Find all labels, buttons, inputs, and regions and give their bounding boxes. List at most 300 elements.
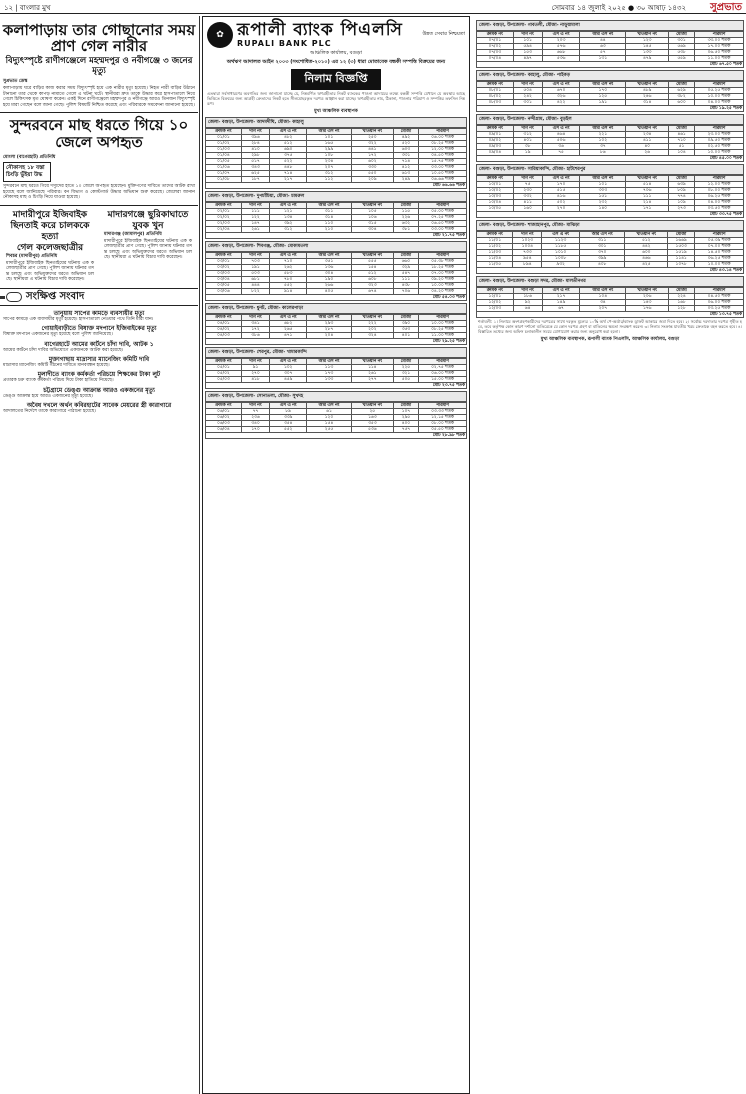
table-cell: ৩৩০ bbox=[351, 165, 393, 171]
table-cell: ৩৪১ bbox=[241, 321, 269, 327]
story1-body: কলাপাড়ায় ঘরে বাড়ির কাজ করার সময় বিদ্যুৎস্পৃষ্ট হয়ে এক নারীর মৃত্যু হয়েছে। নিহত নারী বাড়ির উঠানে টানানো তার থেকে কাপড় নামাতে গেলে এ ঘটনা ঘটে। স্থানীয়রা দ্রুত তাকে উদ্ধার করে হাসপাতালে নিয়ে গেলে চিকিৎসক মৃত ঘোষণা করেন। একই দিনে রাণীগঞ্জেলে মহম্মদপুর ও নবীগঞ্জে আরও তিনজন বিদ্যুৎস্পৃষ্ট হয়ে মারা গেছেন বলে জানা গেছে। পুলিশ বিষয়টি নিশ্চিত করেছে এবং পরিবারকে সমবেদনা জানানো হয়েছে। bbox=[3, 86, 195, 108]
table-cell: ২৭০ bbox=[241, 371, 269, 377]
table-cell: ১০/০৩ bbox=[477, 194, 514, 200]
short-news-headline[interactable]: অবৈধ দখলে অর্থন কবিরহাটের সাবেক মেয়রের স্ত্রী কারাগারে bbox=[26, 402, 172, 410]
table-cell: ৫৪৭ bbox=[393, 271, 418, 277]
table-cell: ১০১ bbox=[307, 135, 352, 141]
table-cell: ১৭.০০ শতক bbox=[694, 44, 743, 50]
table-cell: ২০৭ bbox=[307, 165, 352, 171]
table-header: পরিমাণ bbox=[694, 176, 743, 182]
table-cell: ৫৩৬ bbox=[542, 56, 580, 62]
table-cell: ১২.০০ শতক bbox=[694, 182, 743, 188]
property-table bbox=[476, 231, 744, 274]
table-total: মোট ২৩.৭৫ শতক bbox=[206, 383, 467, 389]
table-cell: ১০৭৮ bbox=[668, 262, 695, 268]
table-header: মৌজা bbox=[669, 82, 695, 88]
table-cell: ২৬১ bbox=[241, 227, 269, 233]
table-cell: ০৭.২৫ শতক bbox=[418, 215, 466, 221]
table-cell: ১১/০৪ bbox=[477, 256, 513, 262]
table-cell: ৪১১ bbox=[513, 200, 542, 206]
table-cell: ৩৬ bbox=[542, 144, 580, 150]
table-header: ক্রমিক নং bbox=[477, 176, 514, 182]
table-cell: ২৬২ bbox=[270, 265, 307, 271]
table-cell: ৫৮৩ bbox=[270, 271, 307, 277]
table-cell: ১০/০২ bbox=[477, 188, 514, 194]
table-cell: ১৬৫ bbox=[307, 141, 352, 147]
table-cell: ৬১ bbox=[307, 409, 352, 415]
advertisement-area bbox=[202, 16, 746, 1094]
table-cell: ২৩.০০ শতক bbox=[694, 132, 743, 138]
table-cell: ৩৯৬ bbox=[241, 135, 269, 141]
table-cell: ১১৪১ bbox=[668, 256, 695, 262]
table-cell: ৫০৫ bbox=[393, 377, 418, 383]
table-cell: ৯৫৪ bbox=[513, 256, 542, 262]
table-cell: ৩৯২ bbox=[270, 221, 307, 227]
legal-reference: অর্থঋণ আদালত আইন ২০০৩ (সংশোধিত-২০১০) এর ১২ (৩) ধারা মোতাবেক বন্ধকী সম্পত্তি বিক্রয়ের জন্য bbox=[226, 59, 446, 65]
table-cell: ২১০ bbox=[307, 227, 352, 233]
story1-headline[interactable]: কলাপাড়ায় তার গোছানোর সময় প্রাণ গেল নারীর bbox=[2, 21, 196, 55]
table-cell: ৭০৩ bbox=[241, 259, 269, 265]
short-news-list bbox=[0, 310, 198, 415]
table-cell: ০৭/০১ bbox=[477, 38, 514, 44]
table-cell: ১০০৮ bbox=[542, 256, 580, 262]
table-cell: ৩১১ bbox=[307, 209, 352, 215]
table-cell: ০৪.৫০ শতক bbox=[418, 153, 466, 159]
table-cell: ৫৯৪ bbox=[513, 44, 542, 50]
table-cell: ১৭৬ bbox=[626, 306, 669, 312]
table-cell: ৭০৬ bbox=[393, 289, 418, 295]
property-table bbox=[205, 128, 467, 189]
table-total: মোট ৬৭.৫০ শতক bbox=[477, 62, 744, 68]
table-cell: ৫৫২ bbox=[270, 427, 307, 433]
table-cell: ১৪৫ bbox=[626, 44, 669, 50]
table-header: দাগ নং bbox=[241, 359, 269, 365]
column-divider bbox=[199, 16, 200, 1094]
table-cell: ০১/০১ bbox=[206, 135, 242, 141]
table-cell: ২৬১ bbox=[351, 371, 393, 377]
table-cell: ১২.০০ শতক bbox=[418, 147, 466, 153]
table-cell: ৬০০ bbox=[625, 250, 668, 256]
table-header: পরিমাণ bbox=[418, 315, 466, 321]
table-cell: ১১১ bbox=[626, 194, 669, 200]
table-cell: ৯১৪ bbox=[270, 289, 307, 295]
table-total: মোট ২১.৭৫ শতক bbox=[206, 233, 467, 239]
table-cell: ০৯/০২ bbox=[477, 138, 514, 144]
table-cell: ০৩.৩৩ শতক bbox=[418, 409, 466, 415]
table-cell: ৫০৩ bbox=[241, 271, 269, 277]
table-cell: ১৬৮ bbox=[669, 300, 695, 306]
property-location: জেলা- বগুড়া, উপজেলা- গাবতলী, মৌজা- নাড়ুয়ামালা bbox=[476, 20, 744, 31]
table-cell: ৩২৩ bbox=[351, 283, 393, 289]
table-cell: ১৫১৯ bbox=[668, 250, 695, 256]
table-cell: ৩০৭ bbox=[270, 371, 307, 377]
table-cell: ৪৪২ bbox=[625, 244, 668, 250]
table-cell: ৩০১ bbox=[579, 244, 624, 250]
table-header: পরিমাণ bbox=[694, 126, 743, 132]
table-cell: ০৬.৫০ শতক bbox=[418, 221, 466, 227]
table-total: মোট ৪৫.০০ শতক bbox=[477, 156, 744, 162]
page-date: সোমবার ১৪ জুলাই ২০২৫ ● ৩০ আষাঢ় ১৪৩২ bbox=[551, 4, 686, 12]
property-location: জেলা- বগুড়া, উপজেলা- আদমদীঘি, মৌজা- কাহালু bbox=[205, 117, 467, 128]
table-cell: ৫৭৬ bbox=[542, 44, 580, 50]
story3-headline[interactable]: মাদারীপুরে ইজিবাইক ছিনতাই করে চালককে হত্যা bbox=[10, 209, 90, 242]
table-cell: ২৩০ bbox=[513, 188, 542, 194]
table-cell: ১৭০ bbox=[241, 427, 269, 433]
property-location: জেলা- বগুড়া, উপজেলা- নন্দীগ্রাম, মৌজা- বুড়ইল bbox=[476, 114, 744, 125]
table-header: মৌজা bbox=[393, 203, 418, 209]
table-cell: ১০৫ bbox=[351, 209, 393, 215]
table-cell: ১৫.৭৫ শতক bbox=[418, 159, 466, 165]
short-news-headline[interactable]: মুক্তাগাছায় মাদ্রাসার ম্যানেজিং কমিটি দাবি bbox=[48, 355, 150, 363]
table-cell: ০৯/০৩ bbox=[477, 144, 514, 150]
table-cell: ৩১৫ bbox=[351, 221, 393, 227]
table-cell: ৮৯ bbox=[270, 409, 307, 415]
table-cell: ৪৯৭ bbox=[513, 56, 542, 62]
table-cell: ৩০৪ bbox=[307, 271, 352, 277]
table-cell: ১০/০১ bbox=[477, 182, 514, 188]
table-cell: ২০৪ bbox=[307, 333, 352, 339]
table-cell: ৩৭৫ bbox=[270, 153, 307, 159]
table-cell: ৩৮১ bbox=[393, 227, 418, 233]
table-cell: ৪১১ bbox=[626, 138, 669, 144]
table-header: পরিমাণ bbox=[694, 288, 743, 294]
table-cell: ৫২০ bbox=[393, 141, 418, 147]
table-cell: ৫১৫ bbox=[542, 188, 580, 194]
table-cell: ৩১৪ bbox=[307, 215, 352, 221]
table-header: খতিয়ান নং bbox=[351, 403, 393, 409]
table-header: দাগ নং bbox=[513, 32, 542, 38]
table-header: দাগ নং bbox=[513, 82, 542, 88]
table-cell: ৩৩৯ bbox=[270, 415, 307, 421]
table-cell: ৩৩১ bbox=[393, 153, 418, 159]
table-cell: ১৭২ bbox=[241, 327, 269, 333]
table-cell: ৮২২ bbox=[241, 289, 269, 295]
table-cell: ৩৫৩ bbox=[351, 421, 393, 427]
table-cell: ২২১ bbox=[580, 132, 626, 138]
table-cell: ৭১০ bbox=[669, 138, 695, 144]
table-cell: ১৩৩ bbox=[626, 50, 669, 56]
property-location: জেলা- বগুড়া, উপজেলা- সোনাতলা, মৌজা- সুখদহ bbox=[205, 391, 467, 402]
table-cell: ১০০৪ bbox=[513, 244, 542, 250]
table-header: ক্রমিক নং bbox=[206, 359, 242, 365]
table-cell: ১২৩ bbox=[626, 38, 669, 44]
bank-notice-right bbox=[474, 16, 746, 1094]
table-cell: ৫১২ bbox=[625, 238, 668, 244]
table-cell: ১০৬ bbox=[351, 215, 393, 221]
table-cell: ২৬৬ bbox=[307, 283, 352, 289]
table-header: এস এ নং bbox=[270, 315, 307, 321]
table-cell: ০৩.০০ শতক bbox=[418, 227, 466, 233]
table-header: পরিমাণ bbox=[694, 82, 743, 88]
notice-intro: এতদ্বারা সর্বসাধারণের অবগতির জন্য জানানো যাচ্ছে যে, নিম্নবর্ণিত ঋণগ্রহীতার নিকট ব্যাংকের পাওনা আদায়ের লক্ষ্যে বন্ধকী সম্পত্তি যেখানে যে অবস্থায় আছে ভিত্তিতে বিক্রয়ের জন্য আগ্রহী ক্রেতাদের নিকট হতে সীলমোহরকৃত দরপত্র আহ্বান করা যাচ্ছে। ঋণগ্রহীতার নাম, ঠিকানা, পাওনার পরিমাণ ও সম্পত্তির তফসিল নিম্নরূপ। bbox=[207, 91, 465, 106]
table-cell: ৫৫৫ bbox=[351, 259, 393, 265]
short-news-headline[interactable]: মুলাদীতে ব্যাংক কর্মকর্তা পরিচয়ে শিক্ষকের টাকা লুট bbox=[37, 371, 161, 379]
story2-headline[interactable]: সুন্দরবনে মাছ ধরতে গিয়ে ১০ জেলে অপহৃত bbox=[9, 116, 189, 152]
table-cell: ৩২৯ bbox=[393, 265, 418, 271]
story3-row bbox=[0, 210, 198, 284]
table-cell: ৪১০ bbox=[241, 147, 269, 153]
property-location: জেলা- বগুড়া, উপজেলা- কাহালু, মৌজা- পাইকড় bbox=[476, 70, 744, 81]
story3b-body: মাদারীপুরে ইজিবাইক ছিনতাইয়ের ঘটনায় এক কলেজছাত্রীর প্রাণ গেছে। পুলিশ জানায় ঘটনার তদন্ত চলছে এবং অভিযুক্তদের ধরতে অভিযান চলছে। স্থানীয়রা এ ঘটনায় বিচার দাবি করেছেন। bbox=[104, 239, 192, 261]
table-cell: ৩১২ bbox=[513, 132, 542, 138]
property-location: জেলা- বগুড়া, উপজেলা- শাজাহানপুর, মৌজা- মাঝিড়া bbox=[476, 220, 744, 231]
table-cell: ১১৫ bbox=[393, 209, 418, 215]
property-table bbox=[476, 81, 744, 112]
table-header: ক্রমিক নং bbox=[477, 82, 514, 88]
story3b-headline[interactable]: মাদারগঞ্জে ছুরিকাঘাতে যুবক খুন bbox=[107, 209, 189, 231]
table-cell: ৬৩৯ bbox=[669, 182, 695, 188]
table-cell: ০৪.৫০ শতক bbox=[694, 294, 743, 300]
property-table bbox=[205, 202, 467, 239]
table-cell: ৭৮০ bbox=[270, 277, 307, 283]
table-cell: ০৩.০০ শতক bbox=[418, 165, 466, 171]
short-news-headline[interactable]: তানুয়ায় সাপের কামড়ে ব্যবসায়ীর মৃত্যু bbox=[53, 309, 145, 317]
table-total: মোট ৪৩.১৪ শতক bbox=[477, 268, 744, 274]
table-cell: ৬২৫ bbox=[241, 171, 269, 177]
table-cell: ২৮৭ bbox=[307, 327, 352, 333]
table-cell: ৪৪৪ bbox=[241, 283, 269, 289]
table-header: মৌজা bbox=[669, 176, 695, 182]
property-tables-right bbox=[476, 20, 744, 318]
table-cell: ০৯.২০ শতক bbox=[418, 277, 466, 283]
story2-box: নৌকাসহ ১৮ বস্তা চিংড়ি ভুঁইয়া উদ্ধ bbox=[3, 162, 51, 182]
table-cell: ৩১২ bbox=[307, 171, 352, 177]
table-header: দাগ নং bbox=[513, 232, 542, 238]
table-cell: ২৩৪ bbox=[626, 132, 669, 138]
table-cell: ১৯ bbox=[513, 150, 542, 156]
table-cell: ৪৮২ bbox=[270, 135, 307, 141]
table-cell: ৬৭ bbox=[542, 306, 580, 312]
table-cell: ১১৩ bbox=[307, 365, 352, 371]
table-header: পরিমাণ bbox=[418, 403, 466, 409]
table-cell: ১৭১ bbox=[626, 206, 669, 212]
table-header: এস এ নং bbox=[542, 82, 580, 88]
table-cell: ২৮৪ bbox=[241, 141, 269, 147]
table-cell: ৩৫৪ bbox=[270, 421, 307, 427]
table-cell: ২৫৫ bbox=[307, 427, 352, 433]
table-cell: ১০.০০ শতক bbox=[694, 94, 743, 100]
table-header: ক্রমিক নং bbox=[206, 203, 242, 209]
table-header: দাগ নং bbox=[241, 403, 269, 409]
table-cell: ০২/০১ bbox=[206, 209, 242, 215]
table-cell: ২০৬ bbox=[626, 294, 669, 300]
left-column bbox=[0, 16, 198, 1094]
table-cell: ১৫০৩ bbox=[668, 244, 695, 250]
table-header: আর এস নং bbox=[307, 359, 352, 365]
table-cell: ১১.০০ শতক bbox=[418, 333, 466, 339]
table-header: খতিয়ান নং bbox=[625, 232, 668, 238]
table-cell: ১৩৩ bbox=[307, 377, 352, 383]
table-cell: ১২/০২ bbox=[477, 300, 514, 306]
table-cell: ৯২ bbox=[513, 300, 542, 306]
table-cell: ১০৭ bbox=[393, 409, 418, 415]
table-cell: ১২১ bbox=[270, 209, 307, 215]
table-cell: ২৭০ bbox=[542, 206, 580, 212]
table-cell: ৪৪ bbox=[580, 38, 626, 44]
table-header: দাগ নং bbox=[513, 176, 542, 182]
table-header: পরিমাণ bbox=[418, 129, 466, 135]
short-news-body: আদালতের নির্দেশে তাকে কারাগারে পাঠানো হয়েছে। bbox=[3, 409, 96, 415]
table-cell: ১২২ bbox=[241, 215, 269, 221]
table-cell: ৭৭ bbox=[241, 409, 269, 415]
table-cell: ০১/০৩ bbox=[206, 147, 242, 153]
property-location: জেলা- বগুড়া, উপজেলা- শিবগঞ্জ, মৌজা- মোকামতলা bbox=[205, 241, 467, 252]
table-cell: ৩০৩ bbox=[580, 188, 626, 194]
table-cell: ৫১৭ bbox=[241, 159, 269, 165]
table-header: আর এস নং bbox=[307, 403, 352, 409]
table-cell: ১০.০০ শতক bbox=[418, 283, 466, 289]
table-cell: ৪০১ bbox=[513, 138, 542, 144]
table-header: এস এ নং bbox=[270, 359, 307, 365]
bank-logo-icon: ✿ bbox=[207, 22, 233, 48]
table-cell: ১৯০ bbox=[307, 277, 352, 283]
table-cell: ০৮.২৫ শতক bbox=[418, 141, 466, 147]
notice-signer-bottom: মুখ্য আঞ্চলিক ব্যবস্থাপক, রূপালী ব্যাংক পিএলসি, আঞ্চলিক কার্যালয়, বগুড়া bbox=[540, 337, 680, 343]
table-cell: ৫১২ bbox=[270, 141, 307, 147]
table-cell: ২১৪ bbox=[626, 200, 669, 206]
table-cell: ৪৪১ bbox=[351, 147, 393, 153]
story2-body: সুন্দরবনে মাছ ধরতে গিয়ে দস্যুদের হাতে ১০ জেলে অপহৃত হয়েছেন। মুক্তিপণের দাবিতে তাদের আটক রাখা হয়েছে বলে জানিয়েছে পরিবার। বন বিভাগ ও কোস্টগার্ড উদ্ধার অভিযান শুরু করেছে। জেলেরা জানান নৌকাসহ মাছ ও চিংড়ি নিয়ে যাওয়া হয়েছে। bbox=[3, 184, 195, 201]
short-news-headline[interactable]: চট্টগ্রামে ডেঙ্গু আক্রান্ত আরও একজনের মৃত্যু bbox=[43, 386, 155, 394]
table-cell: ৮৯৪ bbox=[513, 262, 542, 268]
table-cell: ০৬/০৩ bbox=[206, 421, 242, 427]
table-cell: ০৬.০০ শতক bbox=[418, 371, 466, 377]
table-cell: ০১/০২ bbox=[206, 141, 242, 147]
table-cell: ৪০১ bbox=[393, 333, 418, 339]
table-cell: ৪৬৪ bbox=[542, 132, 580, 138]
table-cell: ১০১ bbox=[580, 182, 626, 188]
story3-byline: শিবচর (মাদারীপুর) প্রতিনিধি bbox=[6, 253, 58, 259]
table-cell: ১২/০১ bbox=[477, 294, 514, 300]
table-cell: ০২/০৩ bbox=[206, 221, 242, 227]
table-cell: ৩৮ bbox=[513, 144, 542, 150]
short-news-body: মাদ্রাসার ম্যানেজিং কমিটি গঠনের দাবিতে মানববন্ধন হয়েছে। bbox=[3, 362, 110, 368]
table-header: আর এস নং bbox=[580, 32, 626, 38]
table-cell: ৭৩৩ bbox=[513, 250, 542, 256]
table-header: খতিয়ান নং bbox=[626, 176, 669, 182]
table-header: এস এ নং bbox=[542, 232, 580, 238]
bank-address: আঞ্চলিক কার্যালয়, বগুড়া bbox=[310, 50, 362, 56]
table-total: মোট ৫৪.০৩ শতক bbox=[206, 295, 467, 301]
table-cell: ০৬/০২ bbox=[206, 415, 242, 421]
table-cell: ১৩৪ bbox=[270, 215, 307, 221]
table-cell: ৩৩.০০ শতক bbox=[694, 38, 743, 44]
table-header: পরিমাণ bbox=[418, 253, 466, 259]
table-cell: ১১২ bbox=[307, 177, 352, 183]
table-cell: ০৮.২৫ শতক bbox=[418, 327, 466, 333]
table-cell: ০৬.৫০ শতক bbox=[694, 50, 743, 56]
table-cell: ২২২ bbox=[351, 321, 393, 327]
table-cell: ০৬.০০ শতক bbox=[694, 300, 743, 306]
table-cell: ৩৫৩ bbox=[393, 327, 418, 333]
story3-sub: গেল কলেজছাত্রীর bbox=[16, 242, 84, 253]
table-cell: ১৬৬৯ bbox=[668, 238, 695, 244]
table-cell: ০৯/০৪ bbox=[477, 150, 514, 156]
table-cell: ৫৩৬ bbox=[351, 427, 393, 433]
table-cell: ০৬/০৪ bbox=[206, 427, 242, 433]
auction-notice-title: নিলাম বিজ্ঞপ্তি bbox=[291, 69, 381, 90]
page-section: ১২ | বাংলার মুখ bbox=[4, 4, 51, 12]
table-cell: ০৯/০১ bbox=[477, 132, 514, 138]
table-cell: ৭১৪ bbox=[270, 171, 307, 177]
table-cell: ০৪/০৩ bbox=[206, 333, 242, 339]
table-cell: ০৭.০০ শতক bbox=[695, 244, 744, 250]
table-header: এস এ নং bbox=[270, 403, 307, 409]
table-cell: ১০১০ bbox=[542, 250, 580, 256]
table-cell: ৩৭ bbox=[580, 144, 626, 150]
table-total: মোট ৬৬.৬৬ শতক bbox=[206, 183, 467, 189]
table-cell: ২৪২ bbox=[513, 94, 542, 100]
auction-terms: শর্তাবলী: ১। নিলামে অংশগ্রহণকারীদের দরপত্রের সাথে দরকৃত মূল্যের ১০% অর্থ পে-অর্ডার/ব্যাংক ড্রাফট আকারে জমা দিতে হবে। ২। সর্বোচ্চ দরদাতার দরপত্র গৃহীত হবে, তবে কর্তৃপক্ষ কোন কারণ দর্শানো ব্যতিরেকে যে কোন দরপত্র গ্রহণ বা বাতিলের ক্ষমতা সংরক্ষণ করেন। ৩। নিলাম সংক্রান্ত যাবতীয় খরচ ক্রেতাকে বহন করতে হবে। ৪। বিস্তারিত তথ্যের জন্য অফিস চলাকালীন সময়ে যোগাযোগ করার জন্য অনুরোধ করা হলো। bbox=[478, 319, 742, 334]
table-header: খতিয়ান নং bbox=[351, 129, 393, 135]
table-cell: ১০/০৪ bbox=[477, 200, 514, 206]
table-cell: ০৩.২৫ শতক bbox=[694, 306, 743, 312]
megaphone-icon bbox=[6, 292, 22, 302]
table-cell: ০৩/০৪ bbox=[206, 277, 242, 283]
table-cell: ০৫.৩৮ শতক bbox=[418, 259, 466, 265]
table-cell: ২৫০ bbox=[351, 135, 393, 141]
table-header: আর এস নং bbox=[580, 176, 626, 182]
table-cell: ১৮৬ bbox=[513, 294, 542, 300]
table-cell: ৩৫১ bbox=[307, 259, 352, 265]
table-header: খতিয়ান নং bbox=[626, 32, 669, 38]
table-cell: ২০২ bbox=[351, 327, 393, 333]
table-cell: ১১২৩ bbox=[542, 238, 580, 244]
table-header: পরিমাণ bbox=[695, 232, 744, 238]
table-header: পরিমাণ bbox=[418, 203, 466, 209]
table-cell: ০৩/০২ bbox=[206, 265, 242, 271]
table-cell: ০৩/০১ bbox=[206, 259, 242, 265]
table-cell: ২৪৯ bbox=[393, 177, 418, 183]
table-cell: ৪০৮ bbox=[579, 262, 624, 268]
table-header: ক্রমিক নং bbox=[477, 232, 513, 238]
table-cell: ১৮৭ bbox=[241, 177, 269, 183]
table-cell: ৩১৪ bbox=[626, 100, 669, 106]
short-news-headline[interactable]: বাগেরহাটে আমের কার্টনে চাঁদা দাবি, আটক ১ bbox=[44, 340, 154, 348]
short-news-headline[interactable]: গোয়াইবাড়ীতে বিষাক্ত মদপানে ইজিবাইকের মৃত্যু bbox=[41, 325, 157, 333]
table-header: এস এ নং bbox=[542, 32, 580, 38]
table-cell: ৪৫৯ bbox=[270, 377, 307, 383]
table-cell: ১১৮৫ bbox=[542, 244, 580, 250]
table-cell: ০৫.৩৯ শতক bbox=[695, 238, 744, 244]
table-cell: ০১/০৬ bbox=[206, 165, 242, 171]
table-cell: ৪৯২ bbox=[393, 135, 418, 141]
table-cell: ১০.০০ শতক bbox=[694, 150, 743, 156]
table-cell: ২৪৬ bbox=[626, 94, 669, 100]
page-header bbox=[0, 0, 746, 14]
short-news-bar bbox=[0, 288, 198, 306]
table-cell: ১৪০ bbox=[580, 206, 626, 212]
table-cell: ০১/০৮ bbox=[206, 177, 242, 183]
table-cell: ৮৬ bbox=[580, 150, 626, 156]
table-header: আর এস নং bbox=[307, 203, 352, 209]
short-news-body: আমের কার্টনে চাঁদা দাবির অভিযোগে একজনকে আটক করা হয়েছে। bbox=[3, 347, 124, 353]
table-cell: ৫৫২ bbox=[270, 283, 307, 289]
table-cell: ০২/০৪ bbox=[206, 227, 242, 233]
story3b-byline: মাদারগঞ্জ (জামালপুর) প্রতিনিধি bbox=[104, 231, 162, 237]
table-cell: ৪৭৯ bbox=[626, 56, 669, 62]
table-cell: ০১/০৪ bbox=[206, 153, 242, 159]
table-header: মৌজা bbox=[669, 126, 695, 132]
property-table bbox=[205, 252, 467, 301]
table-cell: ২০৯ bbox=[351, 177, 393, 183]
table-header: মৌজা bbox=[393, 359, 418, 365]
table-cell: ১০.০০ শতক bbox=[418, 321, 466, 327]
table-cell: ০৫.৫০ শতক bbox=[418, 427, 466, 433]
table-cell: ৭৫ bbox=[513, 182, 542, 188]
table-header: ক্রমিক নং bbox=[477, 126, 514, 132]
table-cell: ৩৭০ bbox=[579, 250, 624, 256]
